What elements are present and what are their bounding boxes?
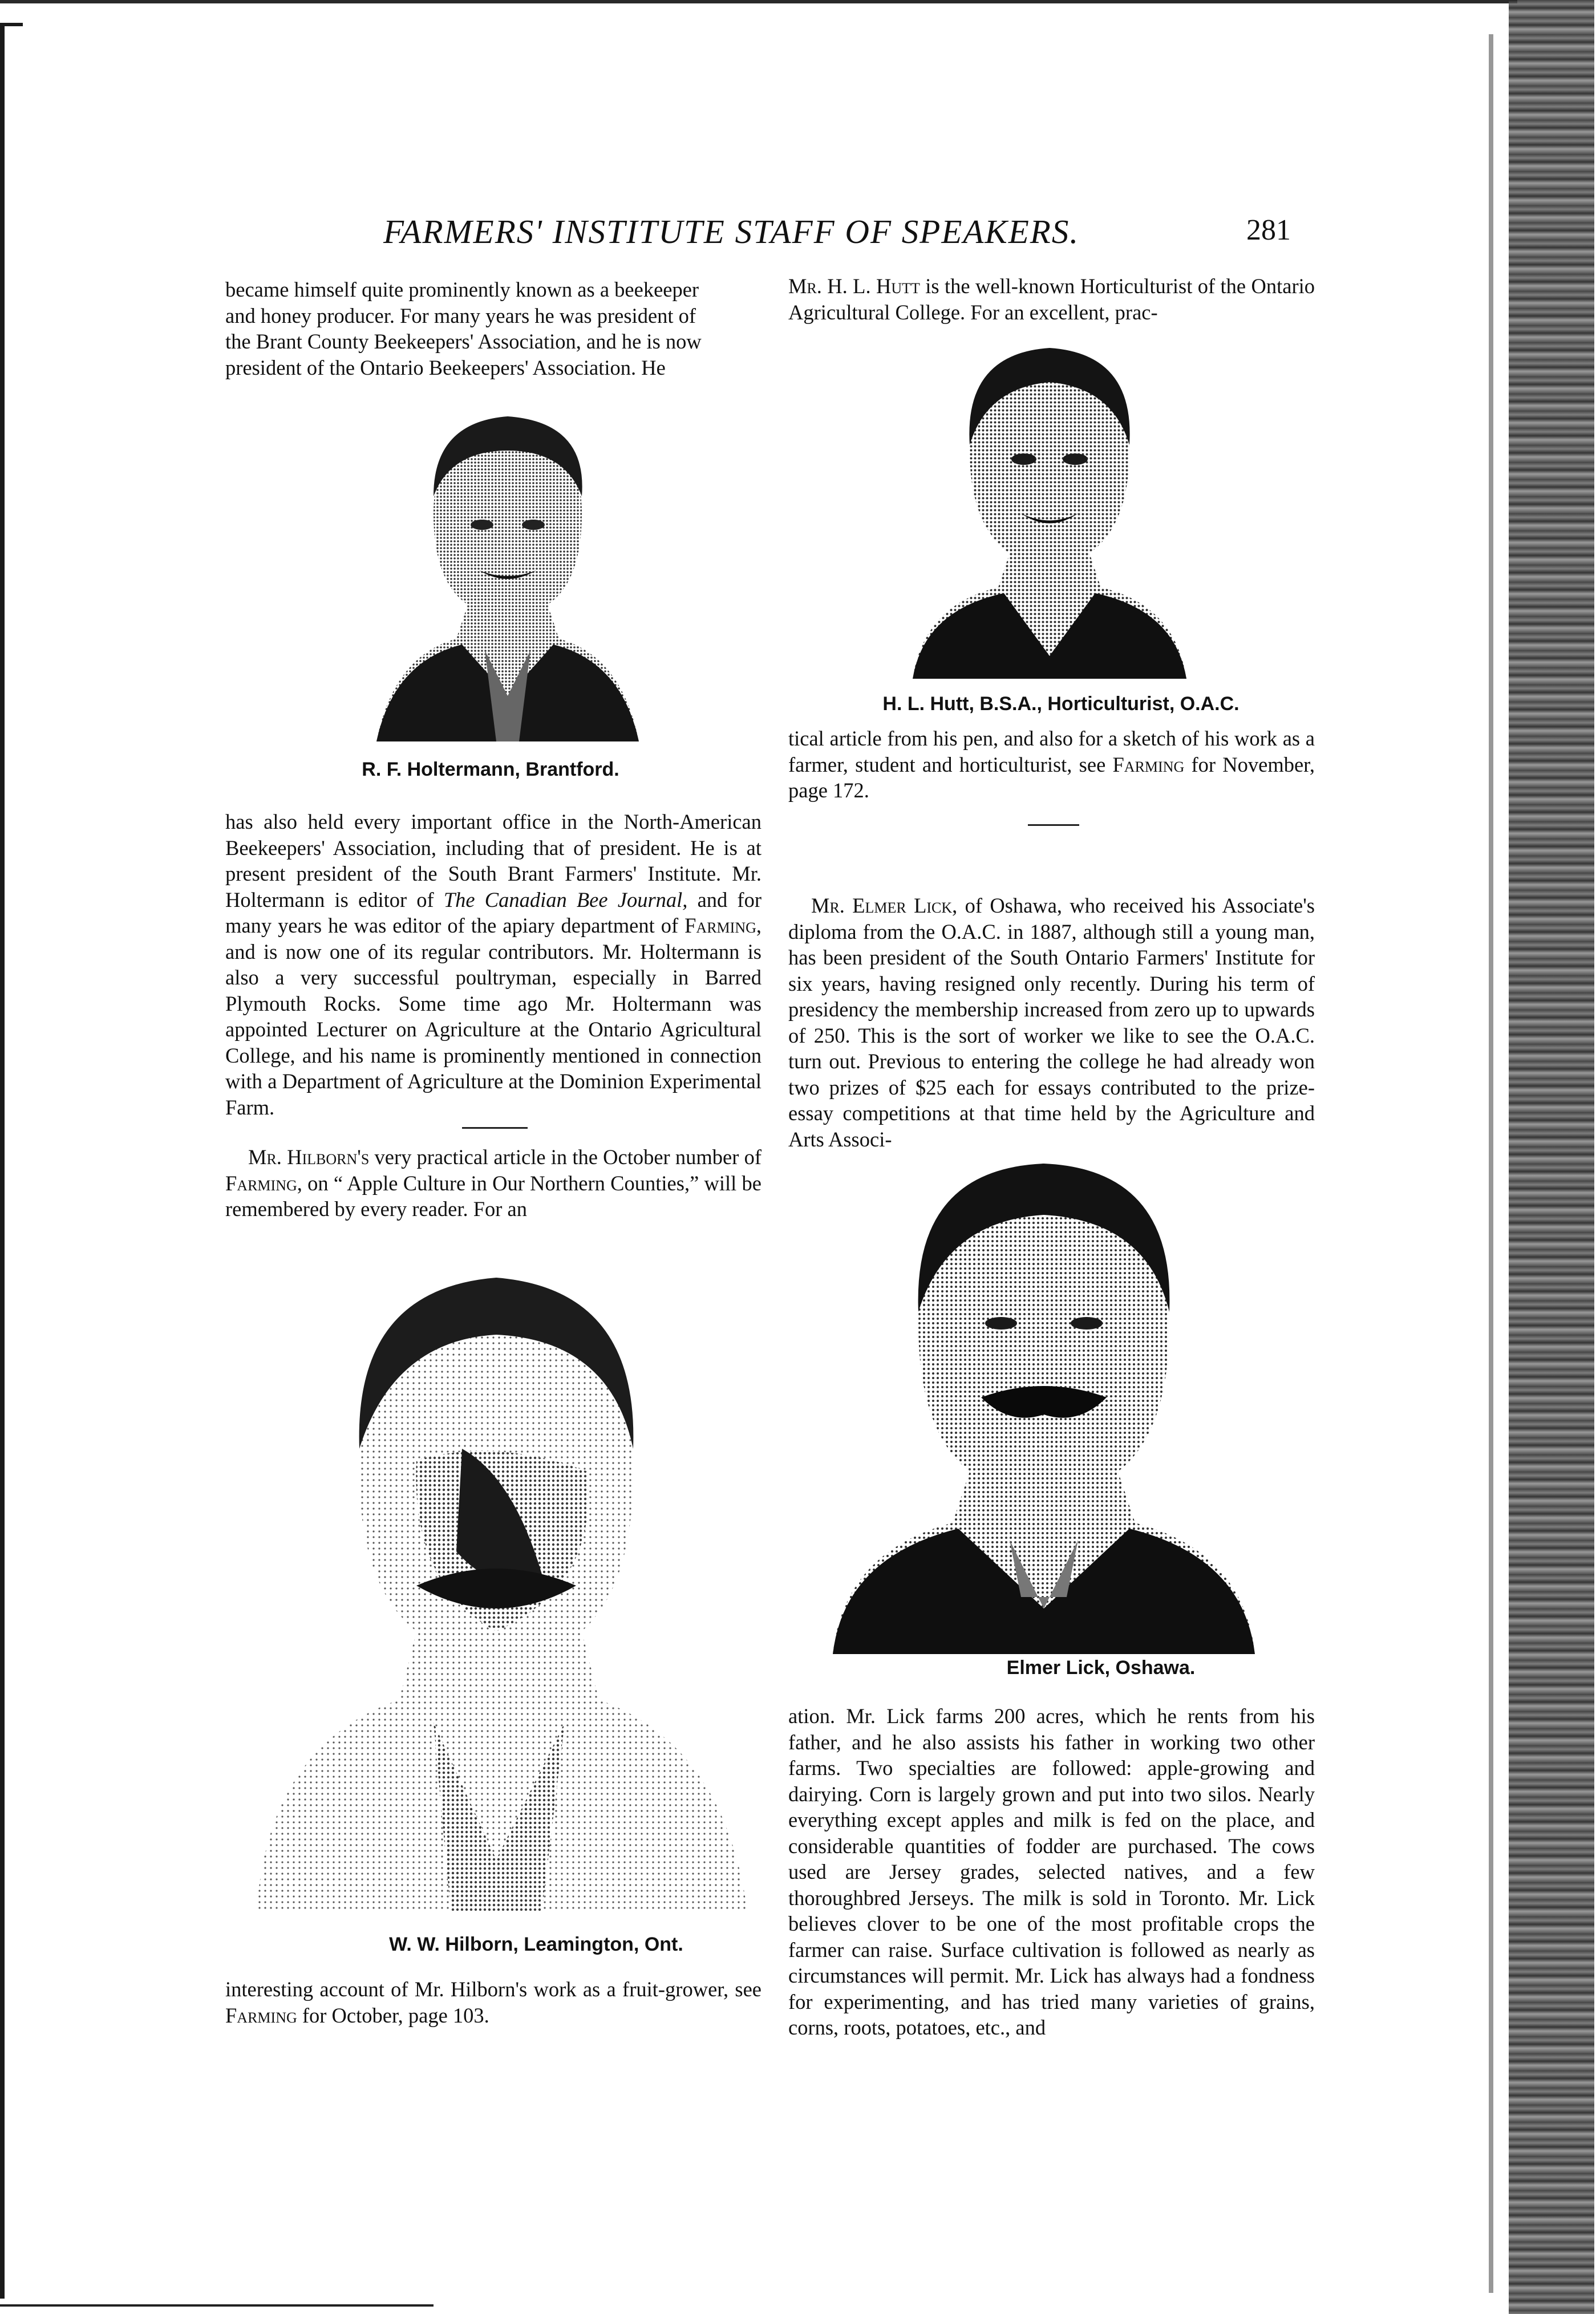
left-intro [225, 277, 761, 380]
holtermann-portrait-engraving [371, 399, 645, 741]
bee-journal-title: The Canadian Bee Journal, [443, 887, 688, 911]
hutt-paragraph [788, 726, 1315, 804]
lick-name: Mr. Elmer Lick, [811, 894, 958, 917]
holtermann-text-3: and is now one of its regular contributors. Mr. Holtermann is also a very successful poultryman, especially in Barred Plymouth Rocks. Some time ago Mr. Holtermann was appointed Lecturer on Agriculture at the Ontario Agricultural College, and his name is prominently mentioned in connection with a Department of Agriculture at the Dominion Experimental Farm. [225, 939, 761, 1119]
hutt-text-2: for November, page 172. [788, 752, 1315, 802]
farming-ref: Farming, [684, 914, 761, 937]
hutt-intro [788, 273, 1315, 325]
hilborn-name: Mr. Hilborn's [248, 1145, 370, 1169]
farming-ref: Farming, [225, 1171, 302, 1195]
hilborn-end-text-2: for October, page 103. [297, 2003, 489, 2027]
left-intro-line-2: and honey producer. For many years he was president of [225, 303, 696, 327]
holtermann-text-1: has also held every important office in the North-American Beekeepers' Association, including that of president. He is at present president of the South Brant Farmers' Institute. Mr. Holtermann is editor of [225, 810, 761, 911]
holtermann-caption: R. F. Holtermann, Brantford. [362, 759, 619, 780]
hilborn-end-paragraph [225, 1976, 761, 2028]
hutt-portrait-engraving [901, 337, 1198, 679]
hilborn-caption: W. W. Hilborn, Leamington, Ont. [389, 1934, 683, 1955]
hilborn-intro-text-2: on “ Apple Culture in Our Northern Counties,” will be remembered by every reader. For an [225, 1171, 761, 1221]
hilborn-portrait-engraving [245, 1232, 759, 1911]
lick-paragraph [788, 1703, 1315, 2041]
holtermann-portrait [371, 399, 645, 741]
page-title: FARMERS' INSTITUTE STAFF OF SPEAKERS. [383, 213, 1080, 250]
holtermann-paragraph [225, 809, 761, 1120]
scan-right-edge [1509, 0, 1594, 2314]
lick-portrait [821, 1152, 1266, 1654]
page-gutter-shadow [1489, 34, 1493, 2293]
left-intro-line-1: became himself quite prominently known as a beekeeper [225, 278, 699, 301]
left-intro-line-4: president of the Ontario Beekeepers' Association. He [225, 355, 666, 379]
farming-ref: Farming [225, 2003, 297, 2027]
scan-left-edge [0, 23, 5, 2299]
right-separator [1028, 824, 1079, 826]
hutt-caption: H. L. Hutt, B.S.A., Horticulturist, O.A.C. [882, 693, 1239, 715]
hutt-portrait [901, 337, 1198, 679]
lick-intro-text: of Oshawa, who received his Associate's diploma from the O.A.C. in 1887, although still a young man, has been president of the South Ontario Farmers' Institute for six years, having resigned only recently. During his term of presidency the membership increased from zero up to upwards of 250. This is the sort of worker we like to see the O.A.C. turn out. Previous to entering the college he had already won two prizes of $25 each for essays contributed to the prize-essay competitions at that time held by the Agriculture and Arts Associ- [788, 894, 1315, 1151]
left-intro-line-3: the Brant County Beekeepers' Association, and he is now [225, 330, 702, 353]
scan-left-tick [0, 23, 23, 26]
lick-intro [788, 893, 1315, 1152]
page-number: 281 [1246, 214, 1291, 246]
left-separator [462, 1127, 528, 1129]
farming-ref: Farming [1112, 752, 1185, 776]
lick-portrait-engraving [821, 1152, 1266, 1654]
scan-top-edge [0, 0, 1517, 3]
hilborn-intro [225, 1144, 761, 1222]
hutt-text-1: tical article from his pen, and also for a sketch of his work as a farmer, student and horticulturist, see [788, 727, 1315, 776]
hilborn-intro-text-1: very practical article in the October number of [369, 1145, 761, 1169]
lick-caption: Elmer Lick, Oshawa. [1006, 1657, 1196, 1679]
hutt-name: Mr. H. L. Hutt [788, 274, 920, 298]
scan-bottom-rule [0, 2304, 434, 2307]
hilborn-end-text-1: interesting account of Mr. Hilborn's work as a fruit-grower, see [225, 1977, 761, 2001]
holtermann-text-2: and for many years he was editor of the apiary department of [225, 887, 761, 937]
page-header [0, 212, 1596, 258]
hutt-intro-text: is the well-known Horticulturist of the Ontario Agricultural College. For an excellent, prac- [788, 274, 1315, 324]
hilborn-portrait [245, 1232, 759, 1911]
lick-text: ation. Mr. Lick farms 200 acres, which he rents from his father, and he also assists his father in working two other farms. Two specialties are followed: apple-growing and dairying. Corn is largely grown and put into two silos. Nearly everything except apples and milk is fed on the place, and considerable quantities of fodder are purchased. The cows used are Jersey grades, selected natives, and a few thoroughbred Jerseys. The milk is sold in Toronto. Mr. Lick believes clover to be one of the most profitable crops the farmer can raise. Surface cultivation is followed as nearly as circumstances will permit. Mr. Lick has always had a fondness for experimenting, and has tried many varieties of grains, corns, roots, potatoes, etc., and [788, 1704, 1315, 2039]
